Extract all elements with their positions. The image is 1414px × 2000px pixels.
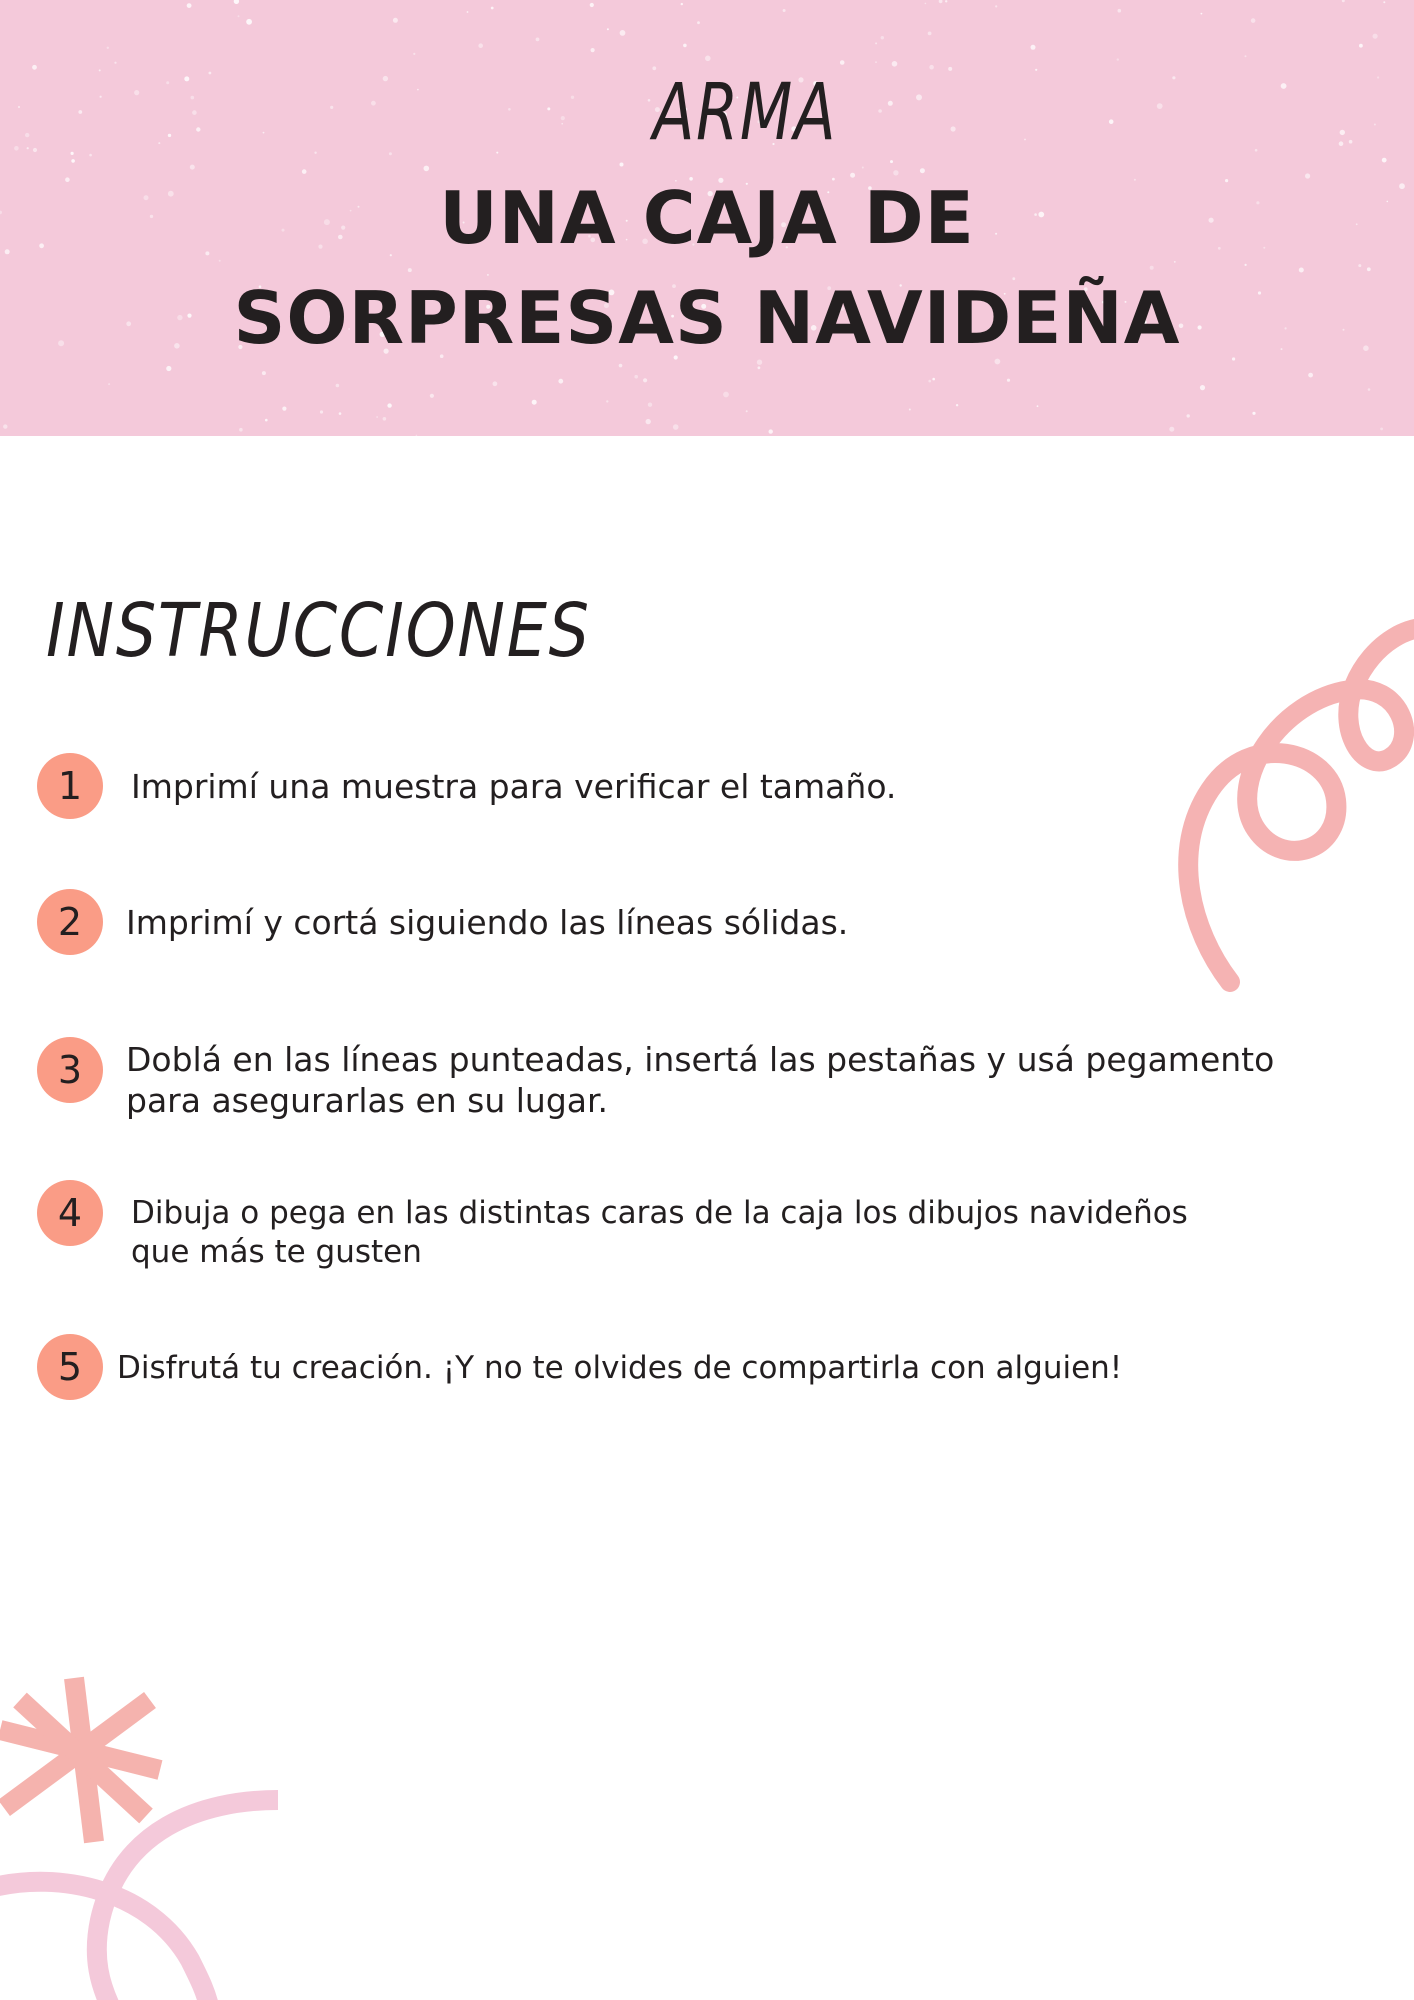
speckle-dot [1373,34,1378,39]
speckle-dot [893,170,898,175]
speckle-dot [1340,130,1345,135]
squiggle-ribbon-icon [1150,590,1414,1000]
speckle-dot [1342,0,1345,2]
speckle-dot [881,36,884,39]
speckle-dot [643,378,647,382]
speckle-dot [234,0,239,4]
speckle-dot [920,168,925,173]
speckle-dot [18,106,20,108]
speckle-dot [1117,58,1119,60]
speckle-dot [33,148,37,152]
speckle-dot [387,403,391,407]
header-kicker: ARMA [652,68,838,158]
speckle-dot [723,392,729,398]
speckle-dot [928,380,931,383]
section-title: INSTRUCCIONES [46,588,591,674]
speckle-dot [262,371,266,375]
speckle-dot [875,42,877,44]
speckle-dot [383,417,387,421]
speckle-dot [491,7,494,10]
speckle-dot [71,152,74,155]
speckle-dot [648,403,652,407]
speckle-dot [168,134,171,137]
speckle-dot [1377,76,1379,78]
speckle-dot [190,165,195,170]
speckle-dot [424,166,430,172]
step-4-text-line-2: que más te gusten [131,1234,422,1270]
speckle-dot [320,410,323,413]
speckle-dot [1007,379,1010,382]
speckle-dot [166,366,171,371]
speckle-dot [892,61,898,67]
step-1-text: Imprimí una muestra para verificar el tamaño. [131,767,897,806]
speckle-dot [99,69,101,71]
speckle-dot [25,133,29,137]
speckle-dot [134,90,139,95]
speckle-dot [1037,405,1039,407]
speckle-dot [1359,44,1363,48]
speckle-dot [925,3,927,5]
speckle-dot [890,160,893,163]
speckle-dot [478,43,483,48]
speckle-dot [408,268,412,272]
speckle-dot [673,424,679,430]
speckle-dot [875,61,877,63]
speckle-dot [32,65,37,70]
speckle-dot [932,378,935,381]
speckle-dot [339,412,342,415]
step-3-text-line-1: Doblá en las líneas punteadas, insertá las pestañas y usá pegamento [126,1040,1275,1079]
speckle-dot [1252,412,1255,415]
speckle-dot [108,383,110,385]
speckle-dot [939,0,943,3]
speckle-dot [376,416,378,418]
speckle-dot [532,400,537,405]
header-title-line-2: SORPRESAS NAVIDEÑA [233,276,1181,360]
speckle-dot [1118,9,1122,13]
speckle-dot [1200,385,1205,390]
speckle-dot [1380,428,1383,431]
speckle-dot [646,419,651,424]
speckle-dot [620,30,626,36]
header-title-line-1: UNA CAJA DE [439,176,975,260]
speckle-dot [107,47,109,49]
step-5-text: Disfrutá tu creación. ¡Y no te olvides de compartirla con alguien! [117,1350,1123,1386]
speckle-dot [1382,158,1387,163]
step-3-text-line-2: para asegurarlas en su lugar. [126,1081,609,1120]
speckle-dot [1031,45,1036,50]
speckle-dot [302,169,307,174]
speckle-dot [1308,373,1313,378]
speckle-dot [1174,261,1176,263]
speckle-dot [166,81,169,84]
speckle-dot [606,400,608,402]
speckle-dot [1374,124,1376,126]
speckle-dot [746,410,748,412]
speckle-dot [1169,427,1174,432]
speckle-dot [1339,141,1344,146]
speckle-dot [416,435,418,436]
speckle-dot [219,260,221,262]
step-2-badge: 2 [37,889,103,955]
speckle-dot [697,21,700,24]
curved-arc-icon [0,1770,300,2000]
speckle-dot [758,366,761,369]
speckle-dot [620,163,624,167]
speckle-dot [100,96,102,98]
speckle-dot [1201,13,1203,15]
speckle-dot [840,60,845,65]
speckle-dot [607,28,609,30]
speckle-dot [558,379,563,384]
speckle-dot [246,19,252,25]
speckle-dot [393,18,398,23]
speckle-dot [1245,264,1247,266]
speckle-dot [1349,140,1353,144]
speckle-dot [114,62,116,64]
speckle-dot [591,48,595,52]
speckle-dot [536,38,540,42]
speckle-dot [265,419,268,422]
speckle-dot [187,3,192,8]
speckle-dot [71,159,75,163]
speckle-dot [705,56,711,62]
speckle-dot [89,154,92,157]
speckle-dot [1358,264,1361,267]
speckle-dot [493,381,498,386]
step-1-badge: 1 [37,753,103,819]
speckle-dot [683,44,687,48]
speckle-dot [282,407,286,411]
speckle-dot [1245,55,1247,57]
step-4-badge: 4 [37,1180,103,1246]
speckle-dot [184,76,189,81]
speckle-dot [239,428,243,432]
speckle-dot [1150,266,1154,270]
speckle-dot [928,32,932,36]
speckle-dot [27,147,29,149]
speckle-dot [945,0,947,2]
step-4-text-line-1: Dibuja o pega en las distintas caras de la caja los dibujos navideños [131,1195,1188,1231]
speckle-dot [158,142,160,144]
speckle-dot [413,53,415,55]
speckle-dot [995,5,997,7]
speckle-dot [1299,268,1304,273]
speckle-dot [430,394,434,398]
speckle-dot [909,409,911,411]
speckle-dot [467,11,469,13]
speckle-dot [1383,1,1385,3]
speckle-dot [3,424,7,428]
speckle-dot [238,15,240,17]
speckle-dot [1367,267,1371,271]
speckle-dot [783,9,786,12]
speckle-dot [956,404,958,406]
speckle-dot [757,360,762,365]
speckle-dot [862,167,864,169]
speckle-dot [1251,18,1256,23]
speckle-dot [1187,414,1190,417]
step-2-text: Imprimí y cortá siguiendo las líneas sólidas. [126,903,849,942]
speckle-dot [14,146,19,151]
speckle-dot [336,384,340,388]
speckle-dot [634,375,638,379]
speckle-dot [78,110,82,114]
speckle-dot [590,3,594,7]
speckle-dot [769,429,773,433]
header-banner [0,0,1414,436]
speckle-dot [681,3,683,5]
step-3-badge: 3 [37,1037,103,1103]
speckle-dot [619,364,623,368]
step-5-badge: 5 [37,1334,103,1400]
speckle-dot [1368,388,1371,391]
